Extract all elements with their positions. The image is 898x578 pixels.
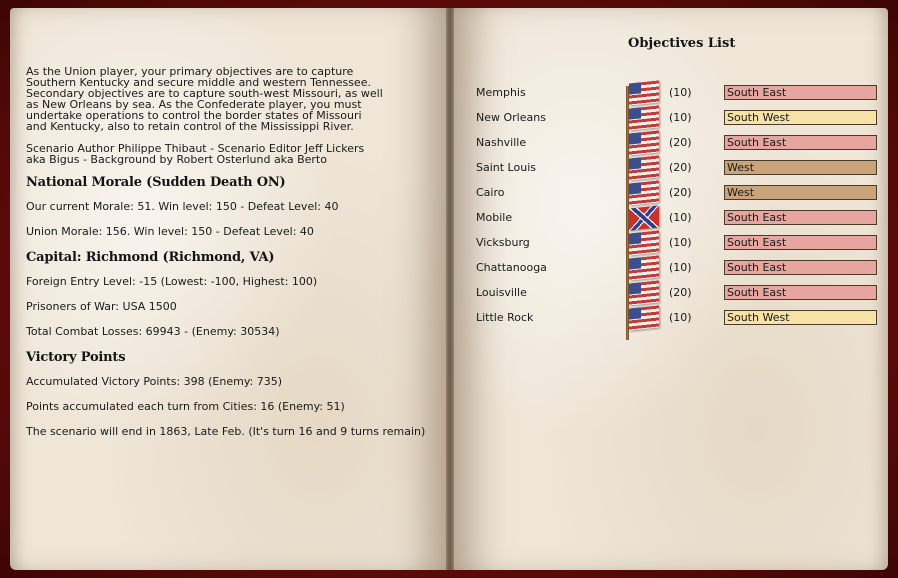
objective-points: (10) (669, 111, 692, 124)
scenario-intro (26, 66, 426, 132)
objective-name: Memphis (476, 86, 526, 99)
us-flag-icon (629, 80, 659, 105)
objective-region: South East (724, 135, 877, 150)
objective-name: Nashville (476, 136, 527, 149)
us-flag-icon (629, 280, 659, 305)
us-flag-icon (629, 180, 659, 205)
objective-row[interactable] (476, 86, 876, 102)
objective-name: New Orleans (476, 111, 546, 124)
objective-name: Louisville (476, 286, 527, 299)
confederate-flag-icon (629, 205, 659, 230)
intro-line: as New Orleans by sea. As the Confederate player, you must (26, 98, 362, 111)
objective-region: South East (724, 235, 877, 250)
objective-row[interactable] (476, 111, 876, 127)
objective-name: Little Rock (476, 311, 534, 324)
objectives-list-title: Objectives List (628, 36, 736, 51)
prisoners-text: Prisoners of War: USA 1500 (26, 300, 177, 313)
intro-line: Secondary objectives are to capture south-west Missouri, as well (26, 87, 383, 100)
objective-points: (10) (669, 311, 692, 324)
objective-points: (10) (669, 211, 692, 224)
intro-line: As the Union player, your primary objectives are to capture (26, 65, 354, 78)
combat-losses-text: Total Combat Losses: 69943 - (Enemy: 30534) (26, 325, 280, 338)
national-morale-heading: National Morale (Sudden Death ON) (26, 175, 286, 190)
objective-points: (20) (669, 161, 692, 174)
objective-name: Chattanooga (476, 261, 547, 274)
objective-row[interactable] (476, 211, 876, 227)
objective-region: South East (724, 210, 877, 225)
intro-line: Southern Kentucky and secure middle and western Tennessee. (26, 76, 371, 89)
objective-points: (10) (669, 236, 692, 249)
objective-row[interactable] (476, 236, 876, 252)
objective-row[interactable] (476, 311, 876, 327)
us-flag-icon (629, 130, 659, 155)
objective-name: Mobile (476, 211, 513, 224)
objective-region: West (724, 160, 877, 175)
objective-points: (10) (669, 261, 692, 274)
foreign-entry-text: Foreign Entry Level: -15 (Lowest: -100, Highest: 100) (26, 275, 318, 288)
vp-per-turn-text: Points accumulated each turn from Cities: 16 (Enemy: 51) (26, 400, 345, 413)
objective-points: (10) (669, 86, 692, 99)
us-flag-icon (629, 255, 659, 280)
objective-region: West (724, 185, 877, 200)
capital-heading: Capital: Richmond (Richmond, VA) (26, 250, 275, 265)
objective-name: Cairo (476, 186, 505, 199)
objective-row[interactable] (476, 186, 876, 202)
objective-region: South East (724, 260, 877, 275)
objective-name: Saint Louis (476, 161, 536, 174)
objective-row[interactable] (476, 161, 876, 177)
objective-region: South West (724, 110, 877, 125)
scenario-credits (26, 143, 426, 165)
credits-line: Scenario Author Philippe Thibaut - Scenario Editor Jeff Lickers (26, 142, 365, 155)
intro-line: and Kentucky, also to retain control of the Mississippi River. (26, 120, 354, 133)
objective-points: (20) (669, 186, 692, 199)
objective-region: South West (724, 310, 877, 325)
us-flag-icon (629, 155, 659, 180)
objective-points: (20) (669, 286, 692, 299)
intro-line: undertake operations to control the border states of Missouri (26, 109, 362, 122)
objective-region: South East (724, 285, 877, 300)
book-spine (446, 8, 454, 570)
objective-row[interactable] (476, 136, 876, 152)
credits-line: aka Bigus - Background by Robert Osterlund aka Berto (26, 153, 327, 166)
union-morale-text: Union Morale: 156. Win level: 150 - Defeat Level: 40 (26, 225, 314, 238)
objective-row[interactable] (476, 261, 876, 277)
us-flag-icon (629, 105, 659, 130)
objective-name: Vicksburg (476, 236, 530, 249)
us-flag-icon (629, 305, 659, 330)
scenario-end-text: The scenario will end in 1863, Late Feb. (It's turn 16 and 9 turns remain) (26, 425, 426, 438)
current-morale-text: Our current Morale: 51. Win level: 150 - Defeat Level: 40 (26, 200, 339, 213)
accumulated-vp-text: Accumulated Victory Points: 398 (Enemy: 735) (26, 375, 283, 388)
objective-row[interactable] (476, 286, 876, 302)
objective-region: South East (724, 85, 877, 100)
us-flag-icon (629, 230, 659, 255)
victory-points-heading: Victory Points (26, 350, 126, 365)
objective-points: (20) (669, 136, 692, 149)
